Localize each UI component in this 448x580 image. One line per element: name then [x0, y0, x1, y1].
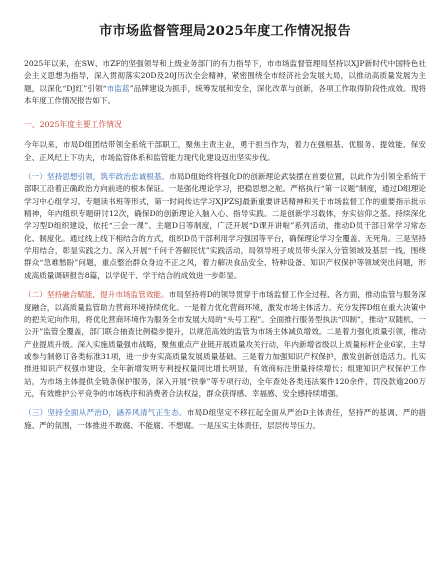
document-title: 市市场监督管理局2025年度工作情况报告	[99, 24, 351, 39]
item-2-label: （二）坚持融合赋能，提升市场监管效能。	[24, 290, 169, 300]
item-3-label: （三）坚持全面从严治D，涵养风清气正生态。	[24, 408, 187, 418]
intro-text-3: ”品牌建设为抓手，统筹发展和安全，深化改革与创新，各项工作取得阶段性成效。现将本年度工作情况报告如下。	[24, 83, 426, 106]
item-2-text: 市局坚持将D的领导贯穿于市场监督工作全过程、各方面，推动监管与服务深度融合，以高质量监管助力营商环境持续优化。一是着力优化营商环境，激发市场主体活力。充分发挥D组在重大决策中的把关定向作用，将优化营商环境作为服务全市发展大局的“头号工程”。全面推行服务型执法“四制”，推动“双随机、一公开”监管全覆盖，部门联合抽查比例稳步提升，以规范高效的监管为市场主体减负增效。二是着力强化质量引领，推动产业提质升级。深入实施质量强市战略，聚焦重点产业链开展质量攻关行动，年内新增省级以上质量标杆企业6家，主导或参与制修订各类标准31项，进一步夯实高质量发展质量基础。三是着力加强知识产权保护，激发创新创造活力。扎实推进知识产权强市建设，全年新增发明专利授权量同比增长明显，有效商标注册量持续增长；组建知识产权保护工作站，为市场主体提供全链条保护服务，深入开展“铁拳”等专项行动，全年查处各类违法案件120余件，罚没款逾200万元，有效维护公平竞争的市场秩序和消费者合法权益，群众获得感、幸福感、安全感持续增强。	[24, 290, 426, 398]
section-intro: 今年以来，市局D组团结带领全系统干部职工，聚焦主责主业，勇于担当作为，着力在强根基、优服务、提效能、保安全、正风纪上下功夫，市场监管体系和监管能力现代化建设迈出坚实步伐。	[24, 140, 426, 162]
intro-text-2: 市市场监督管理局坚持以XJP新时代中国特色社会主义思想为指导，深入贯彻落实20D及20J历次全会精神，紧密围绕全市经济社会发展大局，以推动高质量发展为主题，以深化“DJ红”引领“	[24, 59, 427, 93]
intro-link-brand[interactable]: 市监蓝	[106, 83, 130, 93]
item-3-paragraph	[24, 407, 426, 432]
intro-text-1: 2025年以来，在SW、市ZF的坚强领导和上级业务部门的有力指导下，	[24, 59, 267, 68]
item-3-text: 市局D组坚定不移扛起全面从严治D主体责任，坚持严的基调、严的措施、严的氛围，一体推进不敢腐、不能腐、不想腐。一是压实主体责任，层层传导压力。	[24, 408, 426, 430]
item-1-paragraph	[24, 171, 426, 282]
item-2-paragraph	[24, 289, 426, 400]
item-1-label: （一）坚持思想引领，筑牢政治忠诚根基。	[24, 172, 170, 182]
section-heading: 一、2025年度主要工作情况	[24, 120, 122, 130]
intro-paragraph	[24, 58, 426, 107]
item-1-text: 市局D组始终将强化D的创新理论武装摆在首要位置，以此作为引领全系统干部职工沿着正确政治方向前进的根本保证。一是强化理论学习，把稳思想之舵。严格执行“第一议题”制度，通过D组理论学习中心组学习、专题读书班等形式，第一时间传达学习XJPZSJ最新重要讲话精神和关于市场监督工作的重要指示批示精神，年内组织专题研讨12次，确保D的创新理论入脑入心、指导实践。二是创新学习载体，夯实信仰之基。持续深化学习型D组织建设，依托“三会一课”、主题D日等制度，广泛开展“D课开讲啦”系列活动，推动D员干部日常学习常态化、制度化。通过线上线下相结合的方式，组织D员干部利用学习强国等平台，确保理论学习全覆盖、无死角。三是坚持学用结合，彰显实践之力。深入开展“千问千答解民忧”实践活动，局领导班子成员带头深入分管领域及基层一线，围绕群众“急难愁盼”问题，重点整治群众身边不正之风，着力解决食品安全、特种设备、知识产权保护等领域突出问题，形成高质量调研报告8篇，以学促干、学干结合的成效进一步彰显。	[24, 172, 426, 280]
